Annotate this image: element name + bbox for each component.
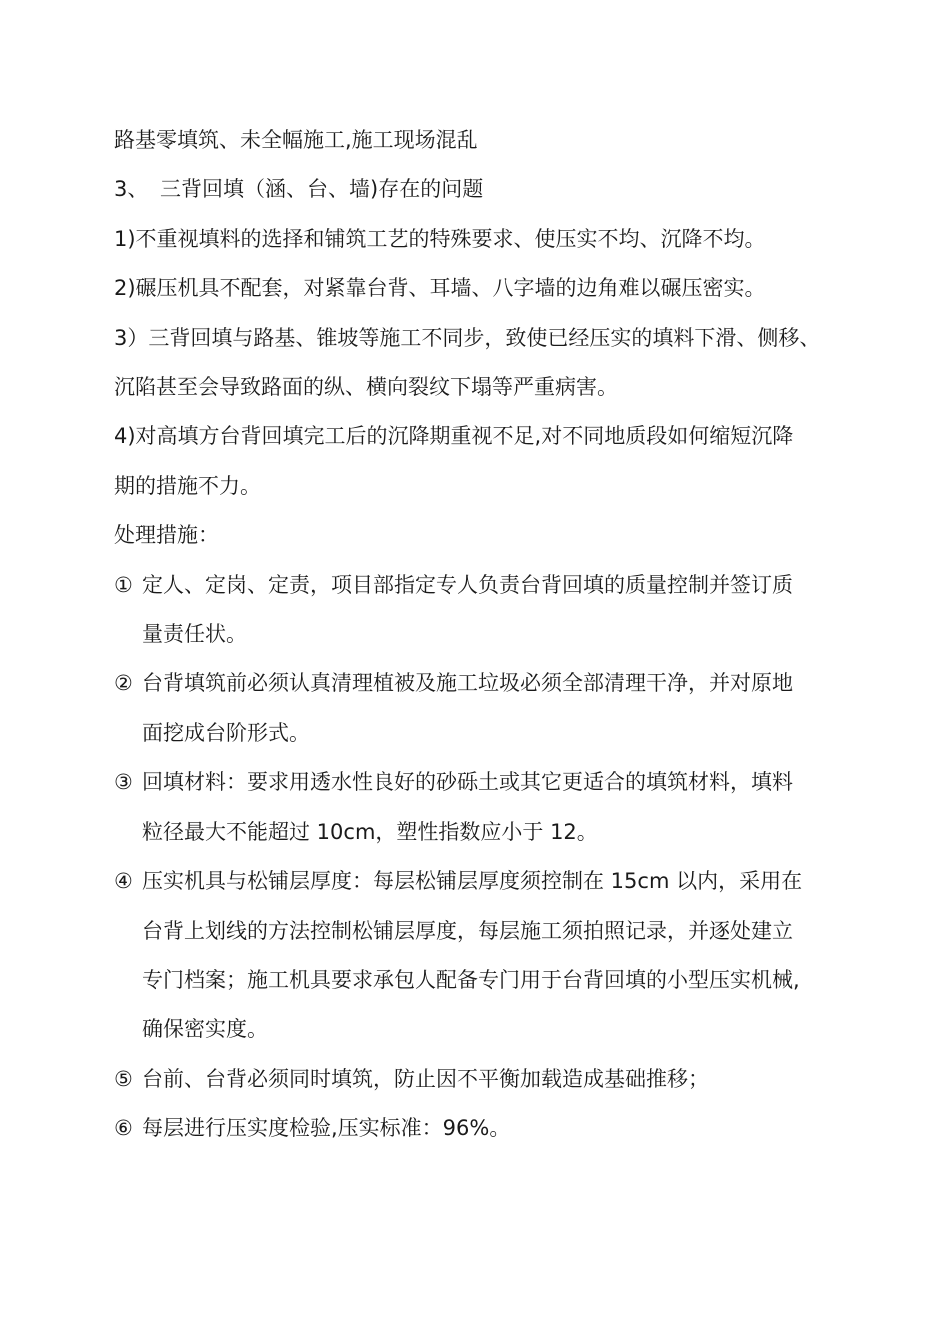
measure-item: [114, 1055, 844, 1104]
measure-body: [142, 1055, 844, 1104]
measure-body: [142, 659, 844, 758]
measure-line: 面挖成台阶形式。: [142, 720, 310, 745]
measure-item: [114, 758, 844, 857]
section-number: 3、: [114, 177, 149, 202]
problem-item-4-line-1: 4)对高填方台背回填完工后的沉降期重视不足,对不同地质段如何缩短沉降: [114, 424, 794, 449]
measures-heading: 处理措施：: [114, 523, 219, 548]
problem-item-3-line-1: 3）三背回填与路基、锥坡等施工不同步，致使已经压实的填料下滑、侧移、: [114, 325, 821, 350]
measure-line: 台前、台背必须同时填筑，防止因不平衡加载造成基础推移；: [142, 1066, 709, 1091]
paragraph-subgrade-issue: 路基零填筑、未全幅施工,施工现场混乱: [114, 128, 478, 152]
measure-line: 量责任状。: [142, 622, 247, 647]
measure-number: ⑤: [114, 1066, 133, 1091]
measure-number: ②: [114, 671, 133, 696]
measure-line: 确保密实度。: [142, 1017, 268, 1042]
measure-line: 粒径最大不能超过 10cm，塑性指数应小于 12。: [142, 819, 598, 844]
measure-body: [142, 857, 844, 1055]
measure-item: [114, 1104, 844, 1153]
problem-item-4-line-2: 期的措施不力。: [114, 473, 261, 498]
measure-body: [142, 561, 844, 660]
measure-line: 每层进行压实度检验,压实标准：96%。: [142, 1116, 511, 1141]
measure-line: 定人、定岗、定责，项目部指定专人负责台背回填的质量控制并签订质: [142, 572, 793, 597]
problem-item-3-line-2: 沉陷甚至会导致路面的纵、横向裂纹下塌等严重病害。: [114, 375, 618, 400]
measure-number: ④: [114, 869, 133, 894]
measure-line: 专门档案；施工机具要求承包人配备专门用于台背回填的小型压实机械,: [142, 967, 800, 992]
problem-item-2: 2)碾压机具不配套，对紧靠台背、耳墙、八字墙的边角难以碾压密实。: [114, 276, 766, 301]
section-heading-three-backfill: [114, 165, 844, 214]
measure-line: 压实机具与松铺层厚度：每层松铺层厚度须控制在 15cm 以内，采用在: [142, 869, 803, 894]
section-title: 三背回填（涵、台、墙)存在的问题: [160, 177, 484, 202]
measure-line: 台背填筑前必须认真清理植被及施工垃圾必须全部清理干净，并对原地: [142, 671, 793, 696]
measure-line: 回填材料：要求用透水性良好的砂砾土或其它更适合的填筑材料，填料: [142, 770, 793, 795]
measure-item: [114, 561, 844, 660]
measure-body: [142, 758, 844, 857]
measure-line: 台背上划线的方法控制松铺层厚度，每层施工须拍照记录，并逐处建立: [142, 918, 793, 943]
measure-number: ③: [114, 770, 133, 795]
measure-number: ①: [114, 572, 133, 597]
document-page: [114, 116, 844, 1154]
measure-body: [142, 1104, 844, 1153]
measure-item: [114, 659, 844, 758]
measure-item: [114, 857, 844, 1055]
problem-item-1: 1)不重视填料的选择和铺筑工艺的特殊要求、使压实不均、沉降不均。: [114, 226, 766, 251]
measure-number: ⑥: [114, 1116, 133, 1141]
